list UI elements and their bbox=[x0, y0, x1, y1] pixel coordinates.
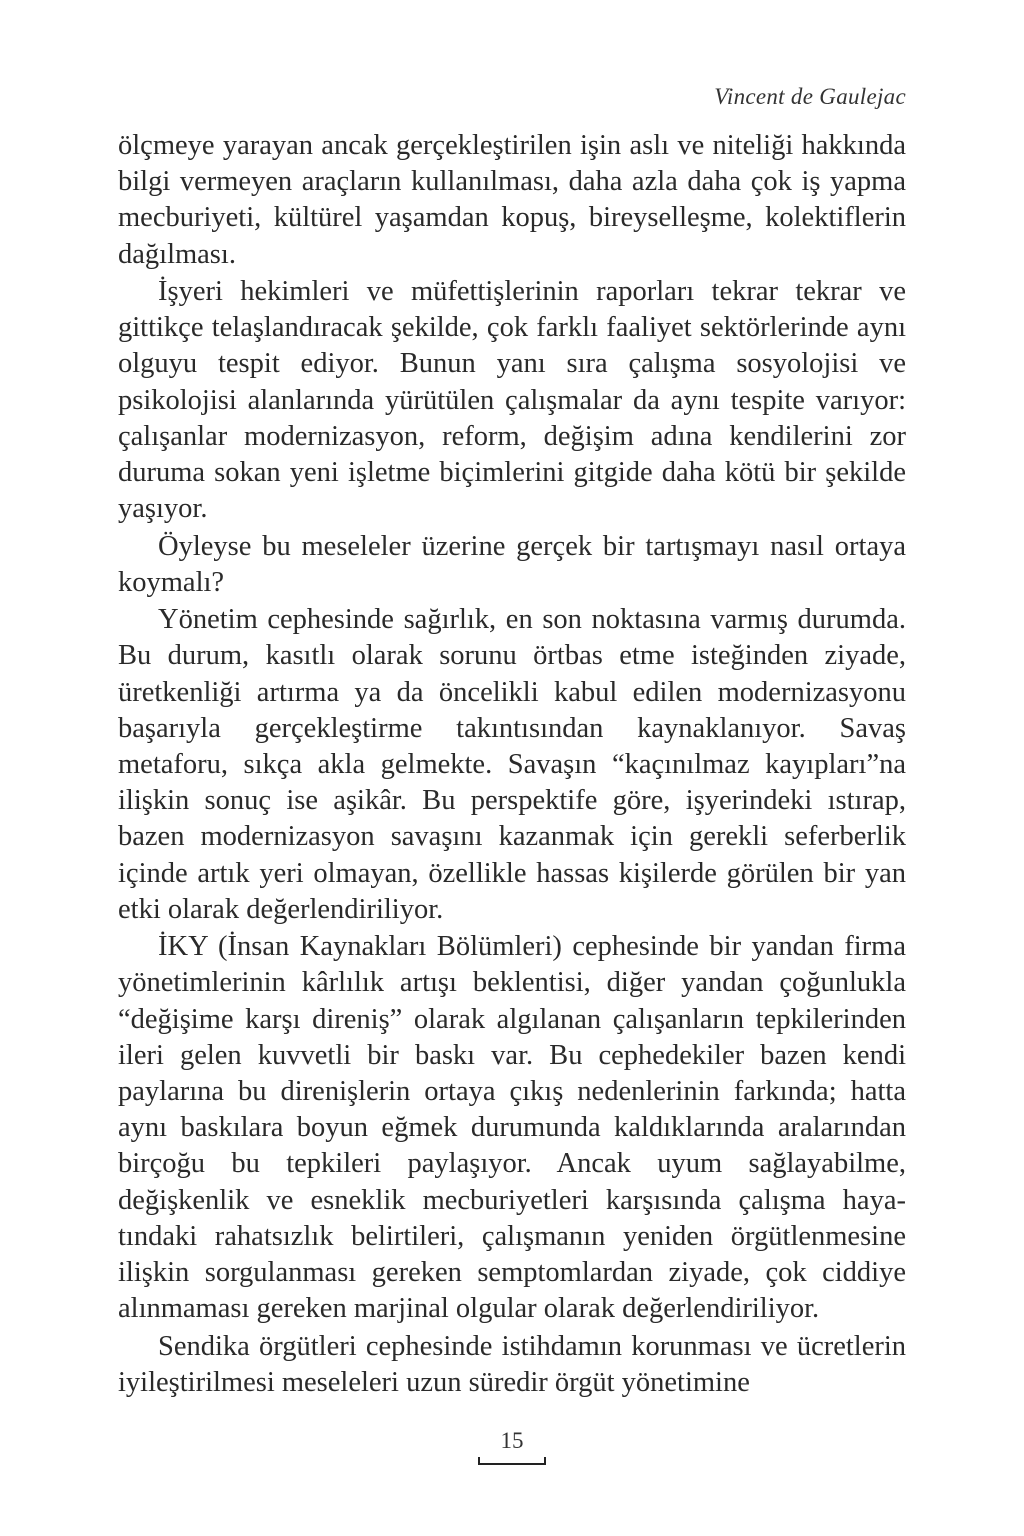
folio-bracket-rule bbox=[478, 1457, 546, 1465]
paragraph: Öyleyse bu meseleler üzerine gerçek bir tartışmayı nasıl ortaya koymalı? bbox=[118, 530, 906, 598]
page-number: 15 bbox=[500, 1428, 524, 1453]
paragraph: İşyeri hekimleri ve müfettişlerinin raporları tekrar tekrar ve gittikçe telaşlandıracak şekilde, çok farklı faaliyet sektörlerinde aynı olguyu tespit ediyor. Bunun yanı sıra çalışma sosyolojisi ve psikolojisi alanlarında yürütülen çalışmalar da aynı tespite varıyor: çalışanlar modernizasyon, reform, değişim adına kendilerini zor duruma sokan yeni işletme biçimlerini gitgide daha kötü bir şekilde yaşıyor. bbox=[118, 276, 906, 525]
running-header: Vincent de Gaulejac bbox=[714, 84, 906, 109]
page-folio bbox=[478, 1428, 546, 1465]
paragraph: ölçmeye yarayan ancak gerçekleştirilen işin aslı ve niteliği hakkında bilgi vermeyen araçların kullanılması, daha azla daha çok iş yapma mecburiyeti, kültürel yaşamdan kopuş, bireyselleşme, kolektiflerin dağılması. bbox=[118, 130, 906, 270]
paragraph: Sendika örgütleri cephesinde istihdamın korunması ve ücretlerin iyileştirilmesi meseleleri uzun süredir örgüt yönetimine bbox=[118, 1330, 906, 1398]
body-text bbox=[118, 128, 906, 1402]
paragraph: İKY (İnsan Kaynakları Bölümleri) cephesinde bir yandan firma yönetimlerinin kârlılık artışı beklentisi, diğer yandan çoğunlukla “değişime karşı direniş” olarak algılanan çalışanların tepkilerinden ileri gelen kuvvetli bir baskı var. Bu cephedekiler bazen kendi paylarına bu direnişlerin ortaya çıkış nedenlerinin farkında; hatta aynı baskılara boyun eğmek durumunda kaldıklarında aralarından birçoğu bu tepkileri paylaşıyor. Ancak uyum sağlayabilme, değişkenlik ve esneklik mecburiyetleri karşısında çalışma hayatındaki rahatsızlık belirtileri, çalışmanın yeniden örgütlenmesine ilişkin sorgulanması gereken semptomlardan ziyade, çok ciddiye alınmaması gereken marjinal olgular olarak değerlendiriliyor. bbox=[118, 931, 906, 1325]
paragraph: Yönetim cephesinde sağırlık, en son noktasına varmış durumda. Bu durum, kasıtlı olarak sorunu örtbas etme isteğinden ziyade, üretkenliği artırma ya da öncelikli kabul edilen modernizasyonu başarıyla gerçekleştirme takıntısından kaynaklanıyor. Savaş metaforu, sıkça akla gelmekte. Savaşın “kaçınılmaz kayıpları”na ilişkin sonuç ise aşikâr. Bu perspektife göre, işyerindeki ıstırap, bazen modernizasyon savaşını kazanmak için gerekli seferberlik içinde artık yeri olmayan, özellikle hassas kişilerde görülen bir yan etki olarak değerlendiriliyor. bbox=[118, 604, 906, 925]
